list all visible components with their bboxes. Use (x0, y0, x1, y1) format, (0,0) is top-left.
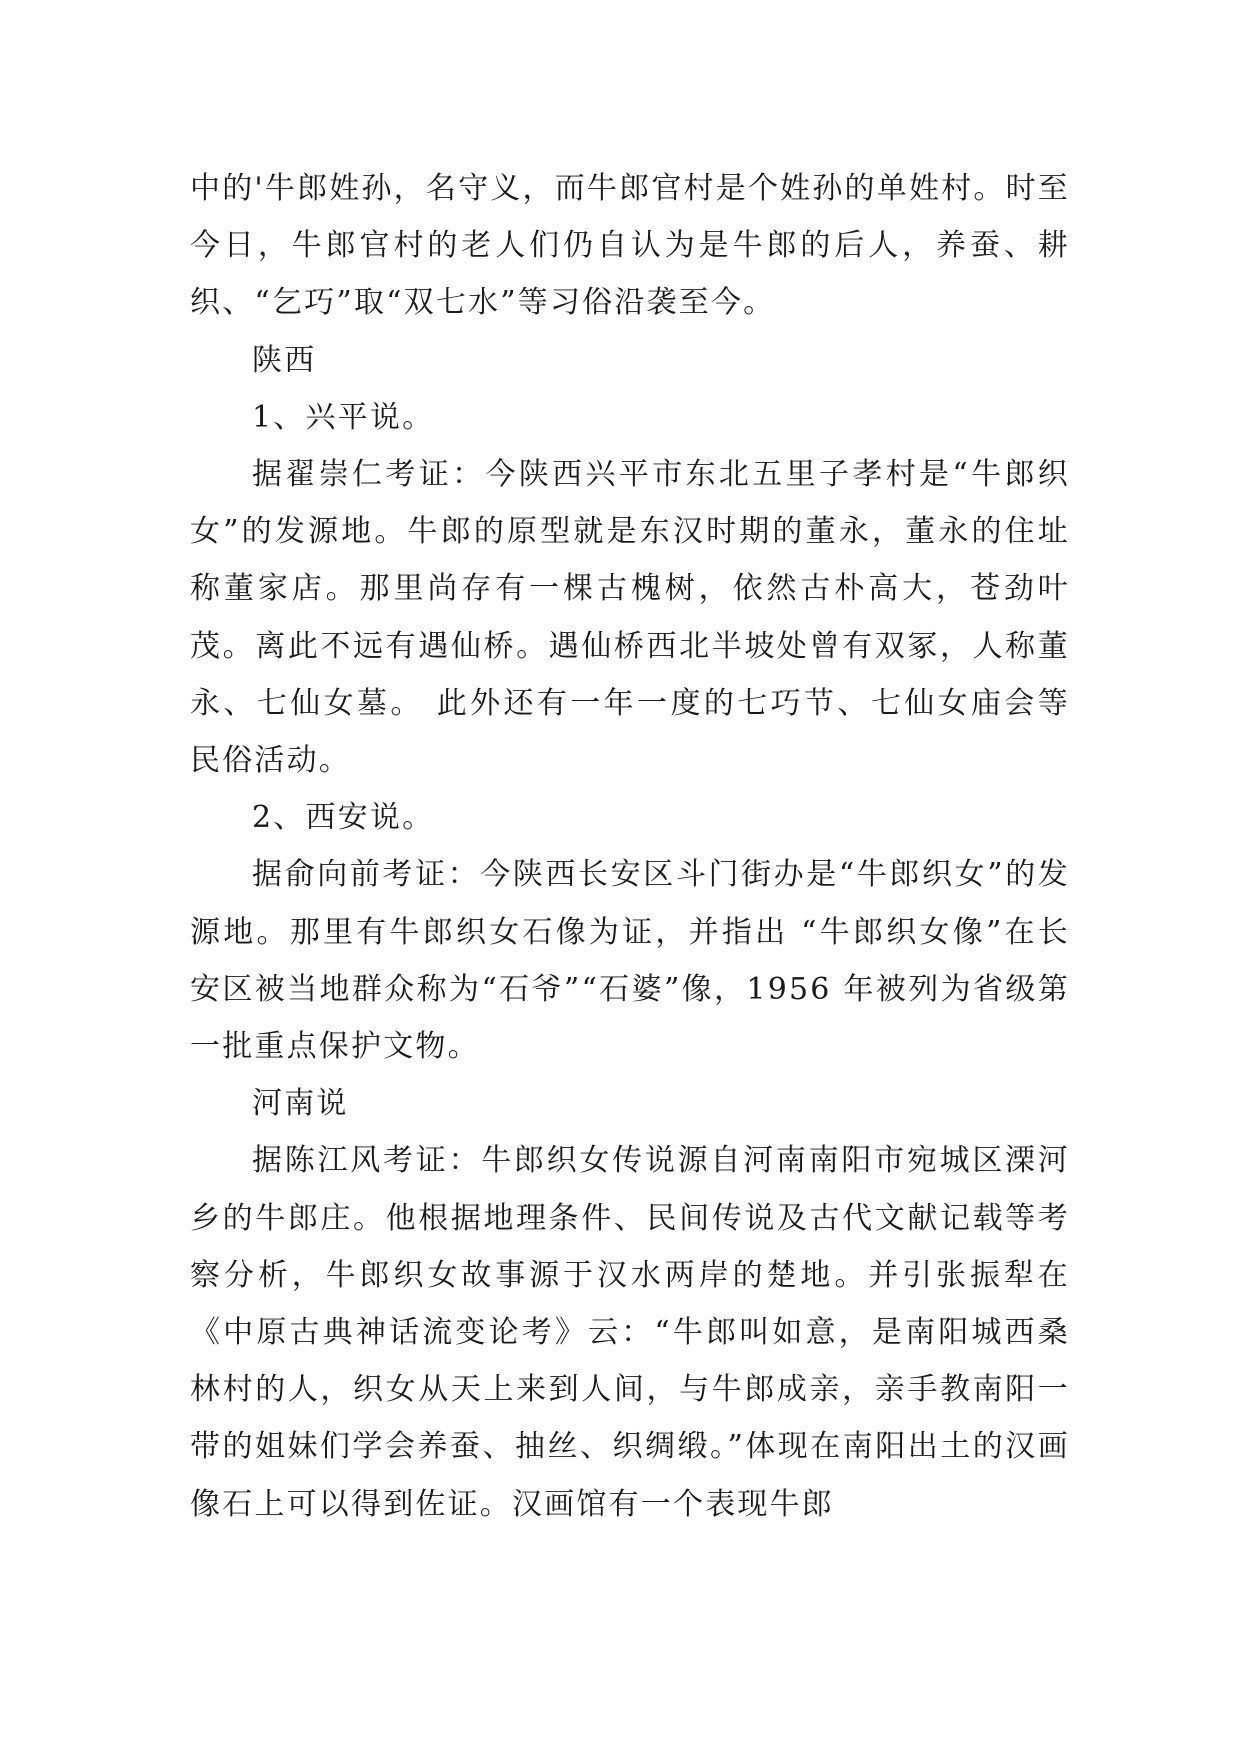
document-body (190, 160, 1070, 1533)
section-heading-shaanxi: 陕西 (252, 342, 317, 378)
paragraph-henan: 据陈江风考证：牛郎织女传说源自河南南阳市宛城区溧河乡的牛郎庄。他根据地理条件、民间传说及古代文献记载等考察分析，牛郎织女故事源于汉水两岸的楚地。并引张振犁在《中原古典神话流变论考》云：“牛郎叫如意，是南阳城西桑林村的人，织女从天上来到人间，与牛郎成亲，亲手教南阳一带的姐妹们学会养蚕、抽丝、织绸缎。”体现在南阳出土的汉画像石上可以得到佐证。汉画馆有一个表现牛郎 (190, 1143, 1070, 1522)
subheading-xian: 2、西安说。 (252, 800, 435, 836)
subheading-xingping: 1、兴平说。 (252, 399, 435, 435)
paragraph-xingping: 据翟崇仁考证：今陕西兴平市东北五里子孝村是“牛郎织女”的发源地。牛郎的原型就是东汉时期的董永，董永的住址称董家店。那里尚存有一棵古槐树，依然古朴高大，苍劲叶茂。离此不远有遇仙桥。遇仙桥西北半坡处曾有双冢，人称董永、七仙女墓。 此外还有一年一度的七巧节、七仙女庙会等民俗活动。 (190, 457, 1070, 779)
paragraph-xian: 据俞向前考证：今陕西长安区斗门街办是“牛郎织女”的发源地。那里有牛郎织女石像为证，并指出 “牛郎织女像”在长安区被当地群众称为“石爷”“石婆”像，1956 年被列为省级第一批重点保护文物。 (190, 857, 1070, 1065)
section-heading-henan: 河南说 (252, 1086, 349, 1122)
paragraph-continuation: 中的'牛郎姓孙，名守义，而牛郎官村是个姓孙的单姓村。时至今日，牛郎官村的老人们仍自认为是牛郎的后人，养蚕、耕织、“乞巧”取“双七水”等习俗沿袭至今。 (190, 171, 1070, 321)
